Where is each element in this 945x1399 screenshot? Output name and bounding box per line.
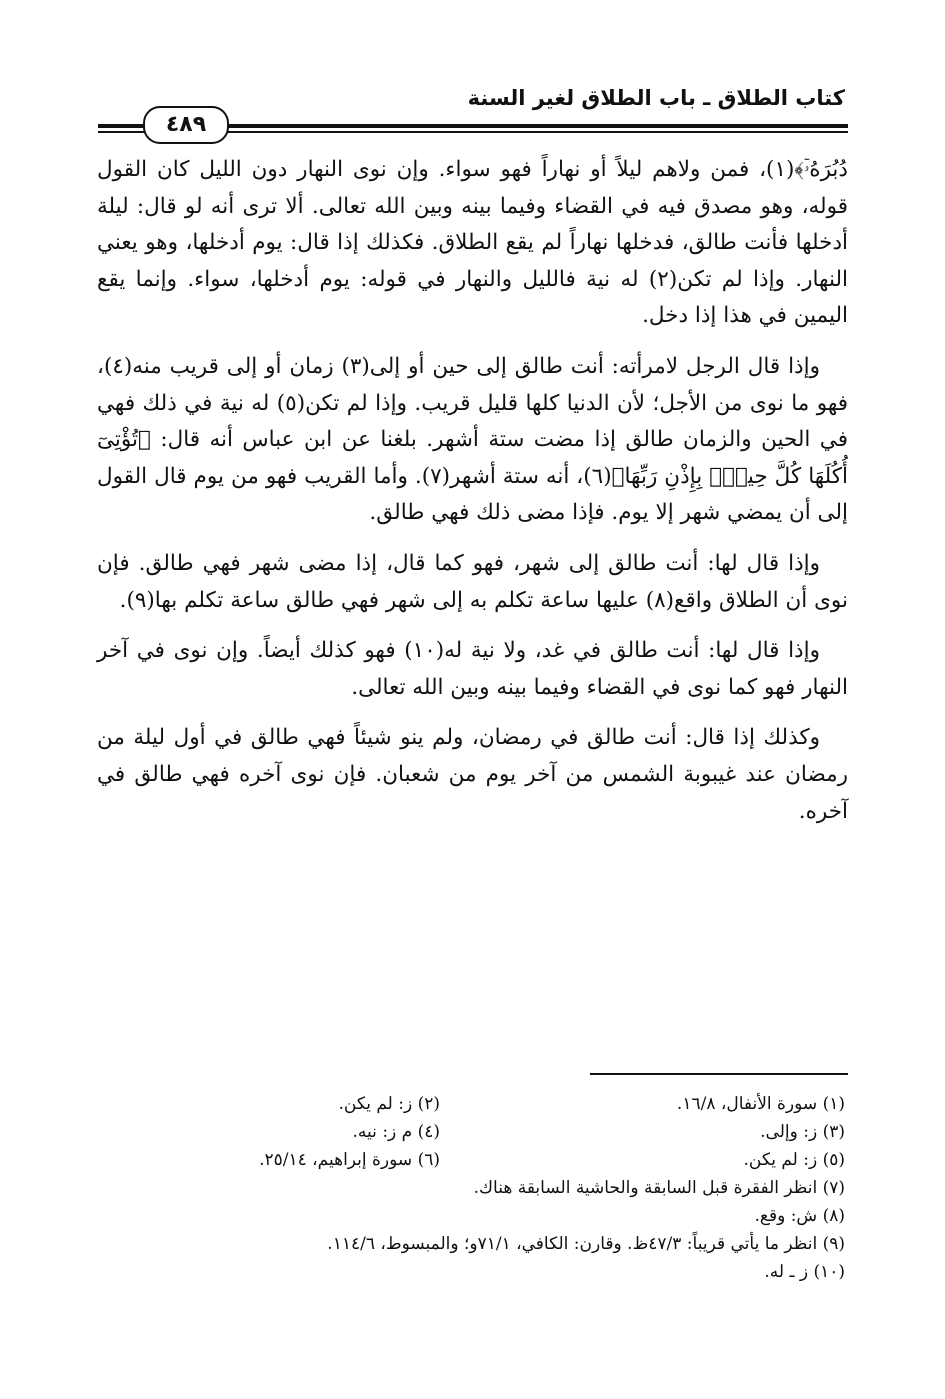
main-text bbox=[97, 152, 848, 830]
footnote-3: (٣) ز: وإلى. bbox=[760, 1122, 845, 1142]
paragraph-5: وكذلك إذا قال: أنت طالق في رمضان، ولم ينو شيئاً فهي طالق في أول ليلة من رمضان عند غيبوبة الشمس من آخر يوم من شعبان. فإن نوى آخره فهي طالق في آخره. bbox=[97, 725, 848, 824]
footnote-4: (٤) م ز: نيه. bbox=[352, 1122, 440, 1142]
footnote-10: (١٠) ز ـ له. bbox=[764, 1262, 845, 1282]
footnote-5: (٥) ز: لم يكن. bbox=[743, 1150, 845, 1170]
footnote-7: (٧) انظر الفقرة قبل السابقة والحاشية السابقة هناك. bbox=[473, 1178, 845, 1198]
footnote-8: (٨) ش: وقع. bbox=[754, 1206, 845, 1226]
footnote-2: (٢) ز: لم يكن. bbox=[338, 1094, 440, 1114]
footnote-separator bbox=[590, 1073, 848, 1075]
footnote-1: (١) سورة الأنفال، ١٦/٨. bbox=[676, 1094, 845, 1114]
paragraph-3: وإذا قال لها: أنت طالق إلى شهر، فهو كما قال، إذا مضى شهر فهي طالق. فإن نوى أن الطلاق واقع(٨) عليها ساعة تكلم به إلى شهر فهي طالق ساعة تكلم بها(٩). bbox=[97, 550, 848, 613]
paragraph-4: وإذا قال لها: أنت طالق في غد، ولا نية له(١٠) فهو كذلك أيضاً. وإن نوى في آخر النهار فهو كما نوى في القضاء وفيما بينه وبين الله تعالى. bbox=[97, 638, 848, 700]
footnote-9: (٩) انظر ما يأتي قريباً: ٤٧/٣ظ. وقارن: الكافي، ٧١/١و؛ والمبسوط، ١١٤/٦. bbox=[327, 1234, 845, 1254]
running-title: كتاب الطلاق ـ باب الطلاق لغير السنة bbox=[467, 86, 845, 110]
paragraph-1: دُبُرَهُۥٓ﴾(١)، فمن ولاهم ليلاً أو نهاراً فهو سواء. وإن نوى النهار دون الليل كان القول قوله، وهو مصدق فيه في القضاء وفيما بينه وبين الله تعالى. ألا ترى أنه لو قال: ليلة أدخلها فأنت طالق، فدخلها نهاراً لم يقع الطلاق. فكذلك إذا قال: يوم أدخلها، وهو يعني النهار. وإذا لم تكن(٢) له نية فالليل والنهار في قوله: يوم أدخلها، سواء. وإنما يقع اليمين في هذا إذا دخل. bbox=[97, 157, 848, 329]
page-number: ٤٨٩ bbox=[143, 106, 229, 144]
footnote-6: (٦) سورة إبراهيم، ٢٥/١٤. bbox=[259, 1150, 440, 1170]
header-rule bbox=[98, 112, 848, 140]
paragraph-2: وإذا قال الرجل لامرأته: أنت طالق إلى حين أو إلى(٣) زمان أو إلى قريب منه(٤)، فهو ما نوى من الأجل؛ لأن الدنيا كلها قليل قريب. وإذا لم تكن(٥) له نية في ذلك فهي في الحين والزمان طالق إذا مضت ستة أشهر. بلغنا عن ابن عباس أنه قال: ﴿تُؤْتِىٓ أُكُلَهَا كُلَّ حِينٍۭ بِإِذْنِ رَبِّهَا﴾(٦)، أنه ستة أشهر(٧). وأما القريب فهو من يوم قال القول إلى أن يمضي شهر إلا يوم. فإذا مضى ذلك فهي طالق. bbox=[97, 353, 849, 526]
footnotes bbox=[100, 1090, 845, 1286]
